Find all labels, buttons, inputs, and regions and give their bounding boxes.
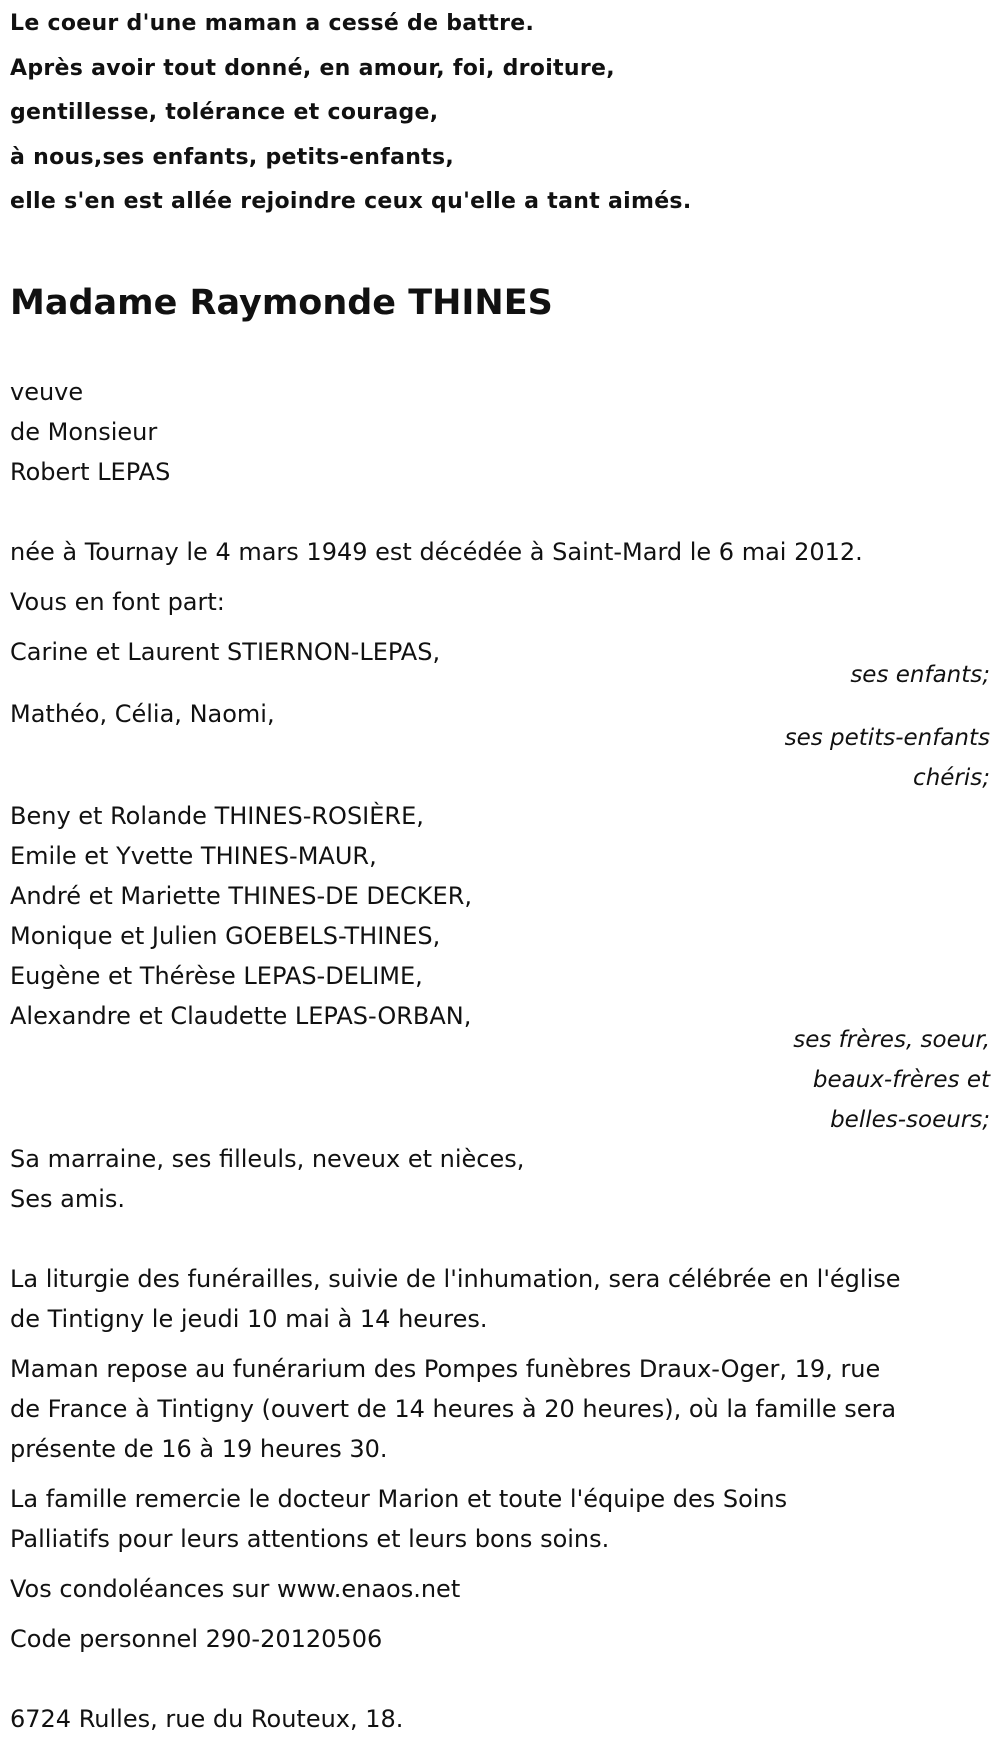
- sibling-name: André et Mariette THINES-DE DECKER,: [10, 882, 473, 910]
- others-line: Ses amis.: [10, 1185, 126, 1213]
- personal-code: Code personnel 290-20120506: [10, 1625, 383, 1653]
- condolences-line: Vos condoléances sur www.enaos.net: [10, 1575, 461, 1603]
- status-line: veuve: [10, 378, 84, 406]
- siblings-role: beaux-frères et: [812, 1067, 990, 1093]
- repose-line: de France à Tintigny (ouvert de 14 heures à 20 heures), où la famille sera: [10, 1395, 897, 1423]
- birth-death-line: née à Tournay le 4 mars 1949 est décédée à Saint-Mard le 6 mai 2012.: [10, 538, 863, 566]
- intro-line: gentillesse, tolérance et courage,: [10, 100, 439, 125]
- others-line: Sa marraine, ses filleuls, neveux et nièces,: [10, 1145, 525, 1173]
- status-line: de Monsieur: [10, 418, 158, 446]
- intro-line: Après avoir tout donné, en amour, foi, droiture,: [10, 56, 615, 81]
- grandchildren-role: ses petits-enfants: [784, 725, 990, 751]
- children-role: ses enfants;: [850, 662, 990, 688]
- thanks-line: Palliatifs pour leurs attentions et leurs bons soins.: [10, 1525, 610, 1553]
- intro-line: elle s'en est allée rejoindre ceux qu'elle a tant aimés.: [10, 189, 692, 214]
- address-line: 6724 Rulles, rue du Routeux, 18.: [10, 1705, 404, 1733]
- repose-line: présente de 16 à 19 heures 30.: [10, 1435, 388, 1463]
- deceased-name: Madame Raymonde THINES: [10, 283, 553, 323]
- status-line: Robert LEPAS: [10, 458, 171, 486]
- grandchildren-role: chéris;: [913, 765, 990, 791]
- liturgy-line: La liturgie des funérailles, suivie de l'inhumation, sera célébrée en l'église: [10, 1265, 901, 1293]
- sibling-name: Alexandre et Claudette LEPAS-ORBAN,: [10, 1002, 472, 1030]
- grandchildren-names: Mathéo, Célia, Naomi,: [10, 700, 275, 728]
- intro-line: à nous,ses enfants, petits-enfants,: [10, 145, 455, 170]
- sibling-name: Emile et Yvette THINES-MAUR,: [10, 842, 377, 870]
- children-names: Carine et Laurent STIERNON-LEPAS,: [10, 638, 441, 666]
- siblings-role: belles-soeurs;: [830, 1107, 990, 1133]
- announcement: Vous en font part:: [10, 588, 225, 616]
- repose-line: Maman repose au funérarium des Pompes funèbres Draux-Oger, 19, rue: [10, 1355, 881, 1383]
- sibling-name: Beny et Rolande THINES-ROSIÈRE,: [10, 802, 424, 830]
- sibling-name: Monique et Julien GOEBELS-THINES,: [10, 922, 441, 950]
- thanks-line: La famille remercie le docteur Marion et toute l'équipe des Soins: [10, 1485, 788, 1513]
- sibling-name: Eugène et Thérèse LEPAS-DELIME,: [10, 962, 423, 990]
- intro-line: Le coeur d'une maman a cessé de battre.: [10, 11, 535, 36]
- liturgy-line: de Tintigny le jeudi 10 mai à 14 heures.: [10, 1305, 488, 1333]
- siblings-role: ses frères, soeur,: [793, 1027, 990, 1053]
